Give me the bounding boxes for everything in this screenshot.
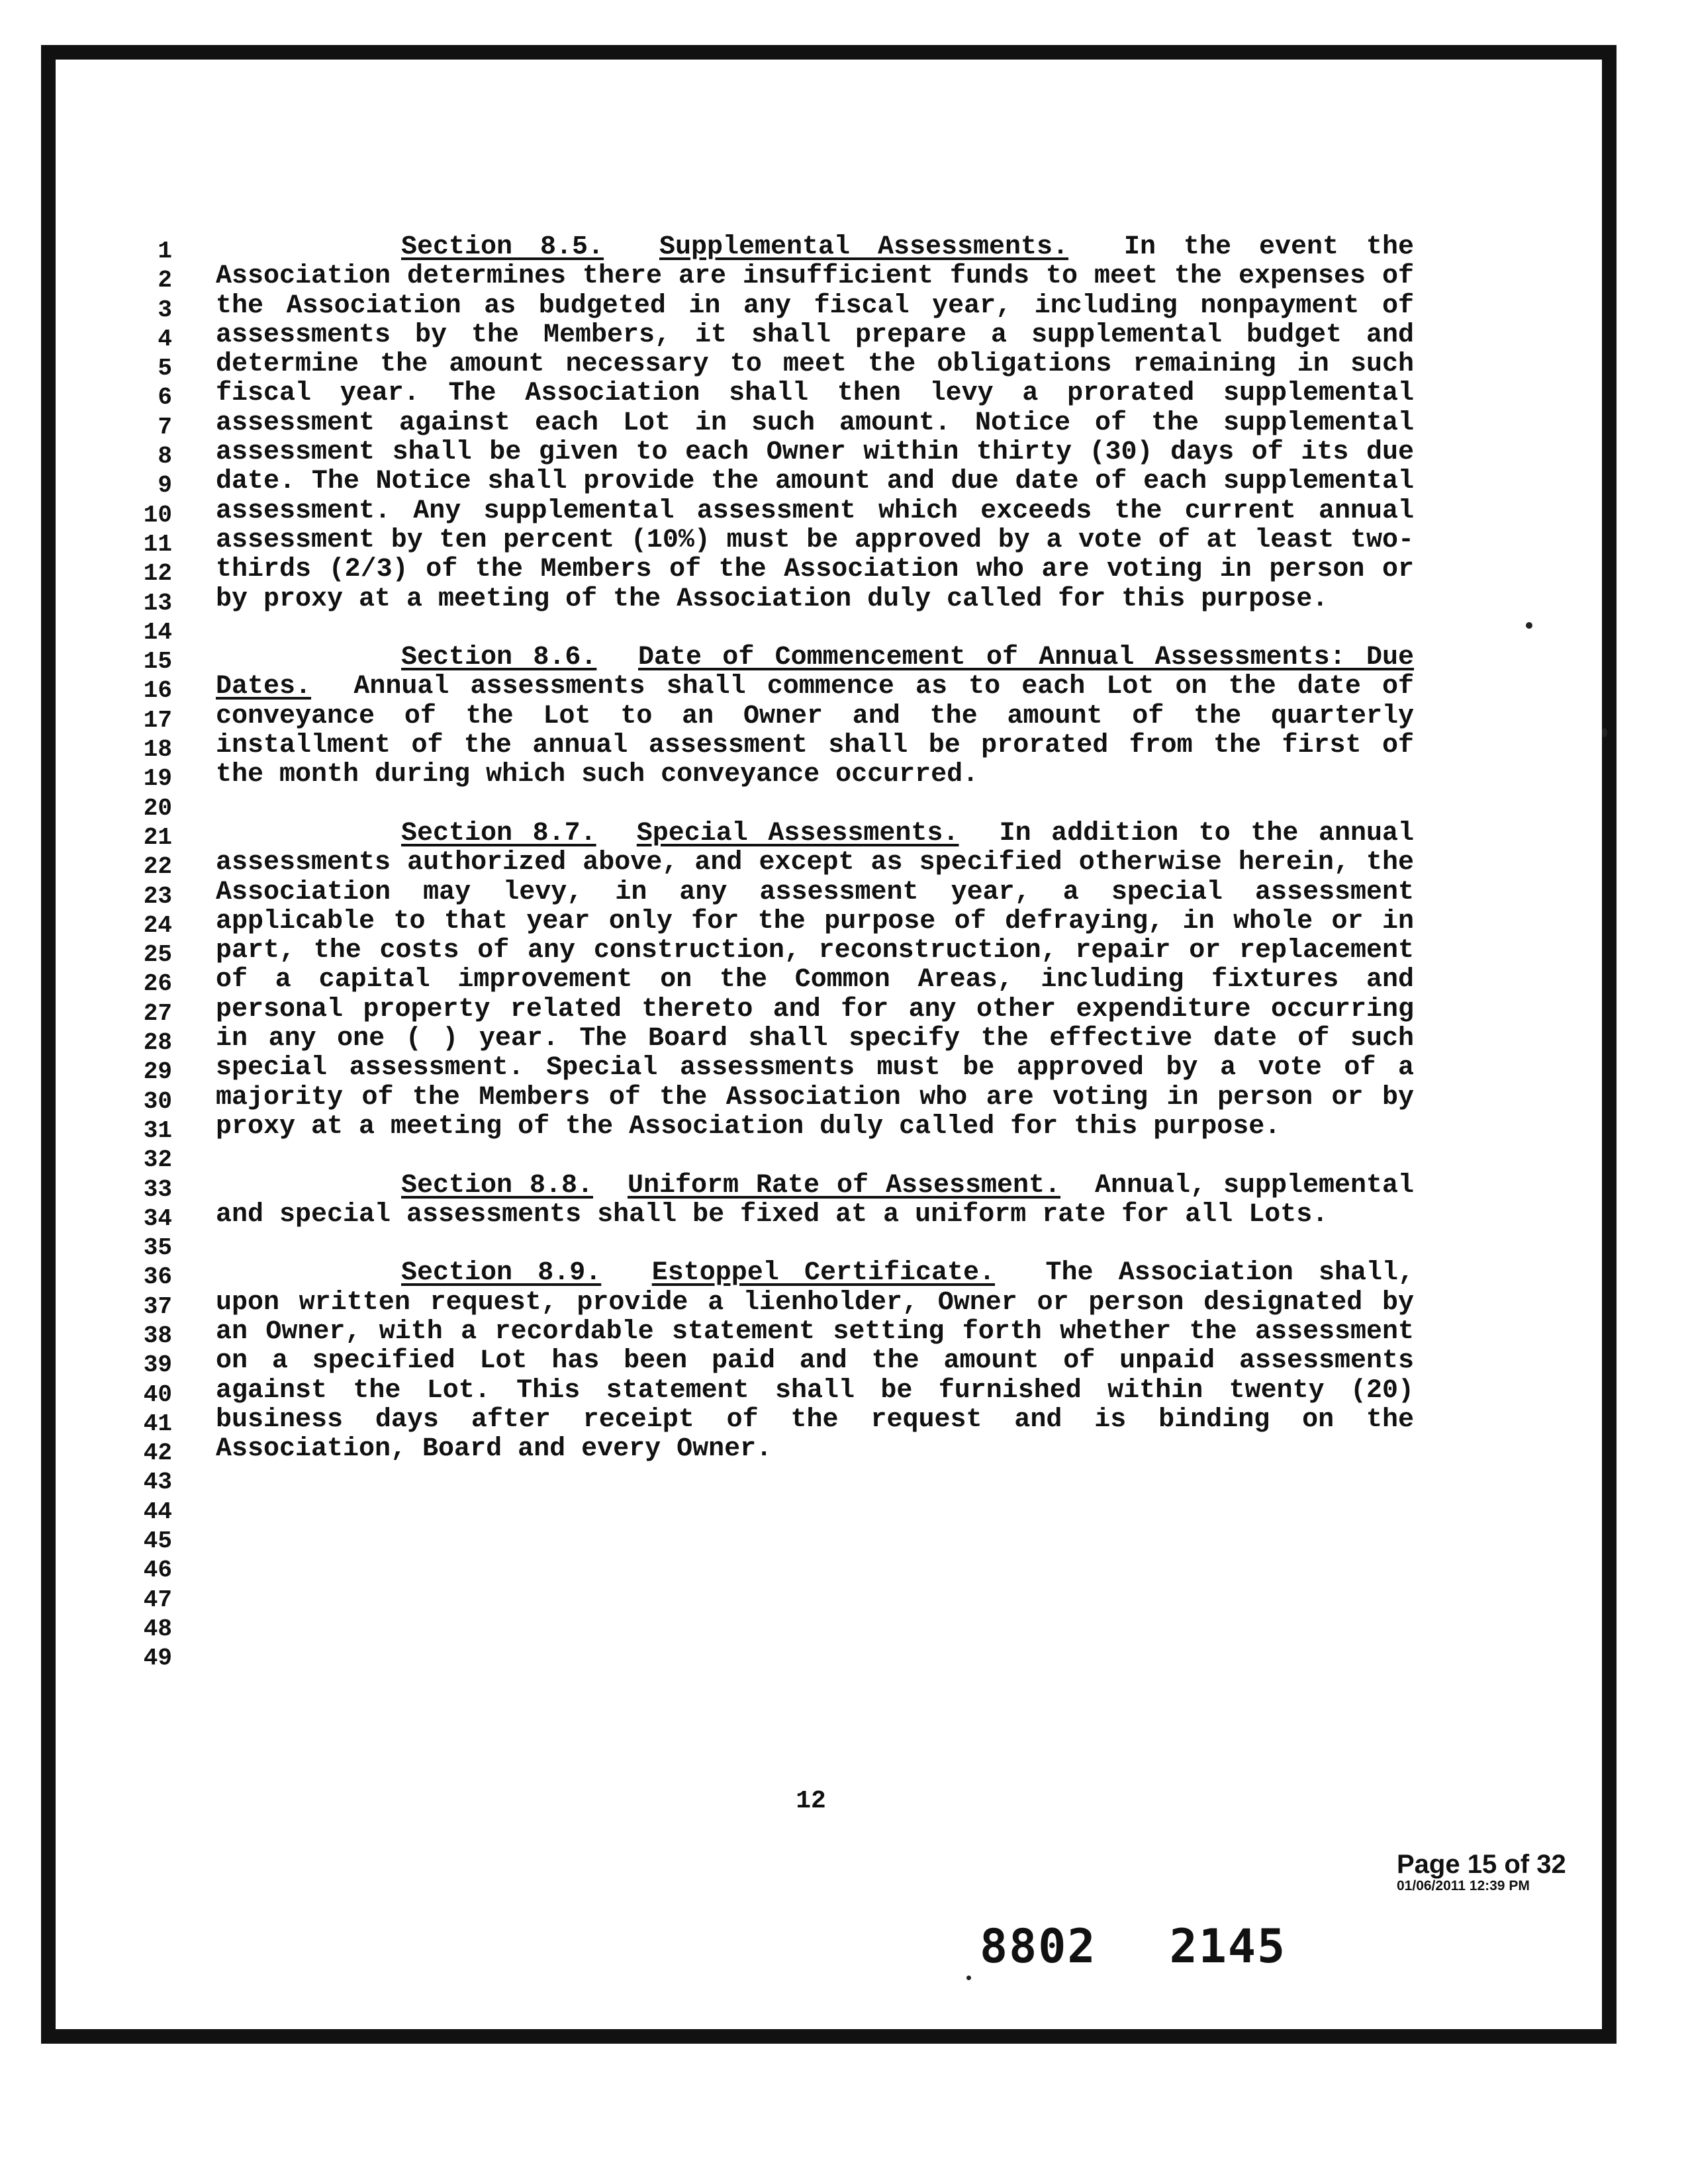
- line-number: 41: [143, 1410, 172, 1437]
- section-title: Section 8.5.: [401, 232, 604, 262]
- line-number: 30: [143, 1087, 172, 1115]
- section-text: In the event the Association determines there are insufficient funds to meet the expenses of the Association as budgeted in any fiscal year, including nonpayment of assessments by the Members, it shall prepare a supplemental budget and determine the amount necessary to meet the obligations remaining in such fiscal year. The Association shall then levy a prorated supplemental assessment against each Lot in such amount. Notice of the supplemental assessment shall be given to each Owner within thirty (30) days of its due date. The Notice shall provide the amount and due date of each supplemental assessment. Any supplemental assessment which exceeds the current annual assessment by ten percent (10%) must be approved by a vote of at least two-thirds (2/3) of the Members of the Association who are voting in person or by proxy at a meeting of the Association duly called for this purpose.: [216, 232, 1414, 614]
- line-number: 2: [158, 267, 172, 295]
- line-number: 34: [143, 1205, 172, 1232]
- line-number: 31: [143, 1116, 172, 1144]
- line-number: 7: [158, 413, 172, 441]
- line-number: 47: [143, 1586, 172, 1614]
- line-number: 43: [143, 1469, 172, 1496]
- line-number: 39: [143, 1351, 172, 1379]
- section-text: Annual, supplemental and special assessments shall be fixed at a uniform rate for all Lots.: [216, 1170, 1415, 1230]
- section-8-9: [216, 1259, 1414, 1464]
- page-count-label: Page 15 of 32: [1397, 1850, 1566, 1879]
- line-number: 17: [143, 706, 172, 734]
- line-number: 19: [143, 765, 172, 793]
- line-number: 33: [143, 1175, 172, 1203]
- line-numbers: [126, 237, 172, 1674]
- section-name: Date of Commencement of Annual Assessments: Due Dates.: [216, 643, 1415, 702]
- section-name: Special Assessments.: [636, 818, 959, 848]
- line-number: 20: [143, 794, 172, 822]
- line-number: 46: [143, 1557, 172, 1584]
- line-number: 12: [143, 560, 172, 588]
- section-title: Section 8.8.: [401, 1170, 594, 1201]
- line-number: 49: [143, 1645, 172, 1672]
- section-title: Section 8.9.: [401, 1258, 602, 1289]
- line-number: 38: [143, 1322, 172, 1349]
- line-number: 1: [158, 238, 172, 265]
- line-number: 6: [158, 384, 172, 412]
- line-number: 21: [143, 823, 172, 851]
- line-number: 16: [143, 677, 172, 705]
- line-number: 24: [143, 911, 172, 939]
- line-number: 40: [143, 1381, 172, 1408]
- line-number: 48: [143, 1615, 172, 1643]
- scan-speck: [1526, 622, 1532, 629]
- recording-page: 2145: [1169, 1919, 1287, 1974]
- page-stamp: [1397, 1850, 1615, 1894]
- section-text: The Association shall, upon written request, provide a lienholder, Owner or person designated by an Owner, with a recordable statement setting forth whether the assessment on a specified Lot has been paid and the amount of unpaid assessments against the Lot. This statement shall be furnished within twenty (20) business days after receipt of the request and is binding on the Association, Board and every Owner.: [216, 1258, 1415, 1465]
- line-number: 23: [143, 882, 172, 910]
- line-number: 36: [143, 1263, 172, 1291]
- line-number: 14: [143, 618, 172, 646]
- scan-speck: [1602, 728, 1607, 737]
- line-number: 11: [143, 530, 172, 558]
- section-8-5: [216, 233, 1414, 614]
- section-8-6: [216, 643, 1414, 790]
- recording-number: [980, 1919, 1286, 1974]
- line-number: 29: [143, 1058, 172, 1086]
- line-number: 8: [158, 443, 172, 471]
- line-number: 42: [143, 1439, 172, 1467]
- section-title: Section 8.6.: [401, 643, 597, 673]
- line-number: 37: [143, 1293, 172, 1320]
- section-name: Uniform Rate of Assessment.: [627, 1170, 1061, 1201]
- line-number: 44: [143, 1498, 172, 1525]
- line-number: 4: [158, 325, 172, 353]
- section-name: Estoppel Certificate.: [651, 1258, 996, 1289]
- section-8-7: [216, 819, 1414, 1142]
- scan-speck: [966, 1976, 971, 1980]
- line-number: 9: [158, 472, 172, 500]
- section-title: Section 8.7.: [401, 818, 596, 848]
- line-number: 35: [143, 1234, 172, 1262]
- line-number: 10: [143, 501, 172, 529]
- section-text: In addition to the annual assessments authorized above, and except as specified otherwise herein, the Association may levy, in any assessment year, a special assessment applicable to that year only for the purpose of defraying, in whole or in part, the costs of any construction, reconstruction, repair or replacement of a capital improvement on the Common Areas, including fixtures and personal property related thereto and for any other expenditure occurring in any one ( ) year. The Board shall specify the effective date of such special assessment. Special assessments must be approved by a vote of a majority of the Members of the Association who are voting in person or by proxy at a meeting of the Association duly called for this purpose.: [216, 818, 1414, 1142]
- line-number: 32: [143, 1146, 172, 1174]
- section-name: Supplemental Assessments.: [659, 232, 1069, 262]
- section-8-8: [216, 1171, 1414, 1230]
- line-number: 45: [143, 1527, 172, 1555]
- page-number: 12: [796, 1787, 826, 1815]
- recording-book: 8802: [980, 1919, 1097, 1974]
- line-number: 22: [143, 853, 172, 881]
- line-number: 28: [143, 1029, 172, 1057]
- line-number: 13: [143, 589, 172, 617]
- line-number: 15: [143, 648, 172, 676]
- line-number: 3: [158, 296, 172, 324]
- stamp-timestamp: 01/06/2011 12:39 PM: [1397, 1878, 1530, 1893]
- document-body: [216, 233, 1414, 1464]
- line-number: 27: [143, 999, 172, 1027]
- line-number: 25: [143, 941, 172, 969]
- line-number: 26: [143, 970, 172, 998]
- line-number: 18: [143, 736, 172, 764]
- line-number: 5: [158, 355, 172, 383]
- section-text: Annual assessments shall commence as to each Lot on the date of conveyance of the Lot to an Owner and the amount of the quarterly installment of the annual assessment shall be prorated from the first of the month during which such conveyance occurred.: [216, 672, 1414, 790]
